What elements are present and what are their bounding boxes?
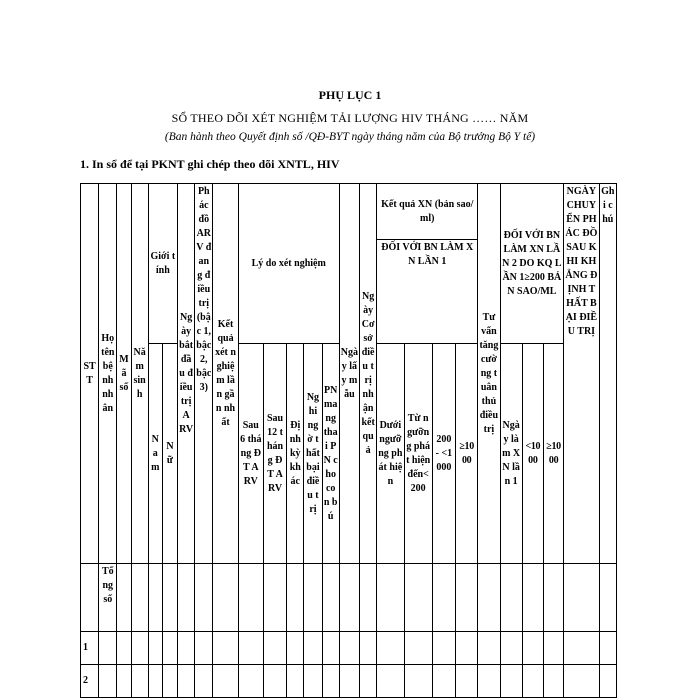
header-gioi-tinh: Giới tính [148,184,177,344]
header-ngay-lay-mau: Ngày lấy mẫu [339,184,359,564]
header-200-1000: 200 - <1000 [432,344,455,564]
header-ho-ten: Họ tên bệnh nhân [99,184,117,564]
header-tu-nguong: Từ ngưỡng phát hiện đến< 200 [404,344,432,564]
header-dinh-ky: Định kỳ khác [287,344,304,564]
header-ngay-co-so: Ngày Cơ sở điều trị nhận kết quả [360,184,377,564]
row-number: 2 [81,665,99,698]
header-tu-van: Tư vấn tăng cường tuân thủ điều trị [478,184,500,564]
header-pn-mang-thai: PN mang thai PN cho con bú [322,344,339,564]
header-doi-voi-lan1: ĐỐI VỚI BN LÀM XN LẦN 1 [377,240,478,344]
header-nghi-ngo: Nghi ngờ thất bại điều trị [304,344,322,564]
header-ghi-chu: Ghi chú [599,184,616,564]
header-doi-voi-lan2: ĐỐI VỚI BN LÀM XN LẦN 2 DO KQ LẦN 1≥200 BẢN SAO/ML [500,184,564,344]
tong-so-label: Tổng số [99,564,117,632]
header-ge-1000-lan2: ≥1000 [543,344,563,564]
section-heading: 1. In sổ để tại PKNT ghi chép theo dõi XNTL, HIV [80,157,340,171]
table-row [81,632,617,665]
header-ma-so: Mã số [117,184,131,564]
header-phac-do: Phác đồ ARV đang điều trị (bậc 1, bậc 2, bậc 3) [195,184,213,564]
row-number: 1 [81,632,99,665]
table-row [81,665,617,698]
header-ly-do: Lý do xét nghiệm [238,184,339,344]
decision-note: (Ban hành theo Quyết định số /QĐ-BYT ngày tháng năm của Bộ trưởng Bộ Y tế) [164,131,536,143]
header-stt: STT [81,184,99,564]
header-ngay-chuyen: NGÀY CHUYỂN PHÁC ĐỒ SAU KHI KHẲNG ĐỊNH THẤT BẠI ĐIỀU TRỊ [564,184,599,564]
header-nam-sinh: Năm sinh [131,184,148,564]
document-subtitle: SỔ THEO DÕI XÉT NGHIỆM TẢI LƯỢNG HIV THÁNG …… NĂM [171,111,529,125]
header-sau-6: Sau 6 tháng ĐT ARV [238,344,263,564]
header-nu: Nữ [162,344,177,564]
header-ket-qua-xn: Kết quả XN (bản sao/ml) [377,184,478,240]
header-duoi-nguong: Dưới ngưỡng phát hiện [377,344,404,564]
header-ket-qua-gan-nhat: Kết quả xét nghiệm lần gần nhất [213,184,238,564]
header-lt-1000: <1000 [522,344,543,564]
header-sau-12: Sau 12 tháng ĐT ARV [263,344,286,564]
table-row-tong-so [81,564,617,632]
hiv-load-register-table [80,183,617,698]
header-nam: Nam [148,344,162,564]
header-ngay-lam-xn-lan1: Ngày làm XN lần 1 [500,344,522,564]
header-ge-1000: ≥1000 [456,344,478,564]
header-ngay-bat-dau: Ngày bắt đầu điều trị ARV [178,184,195,564]
page-title: PHỤ LỤC 1 [318,88,382,102]
